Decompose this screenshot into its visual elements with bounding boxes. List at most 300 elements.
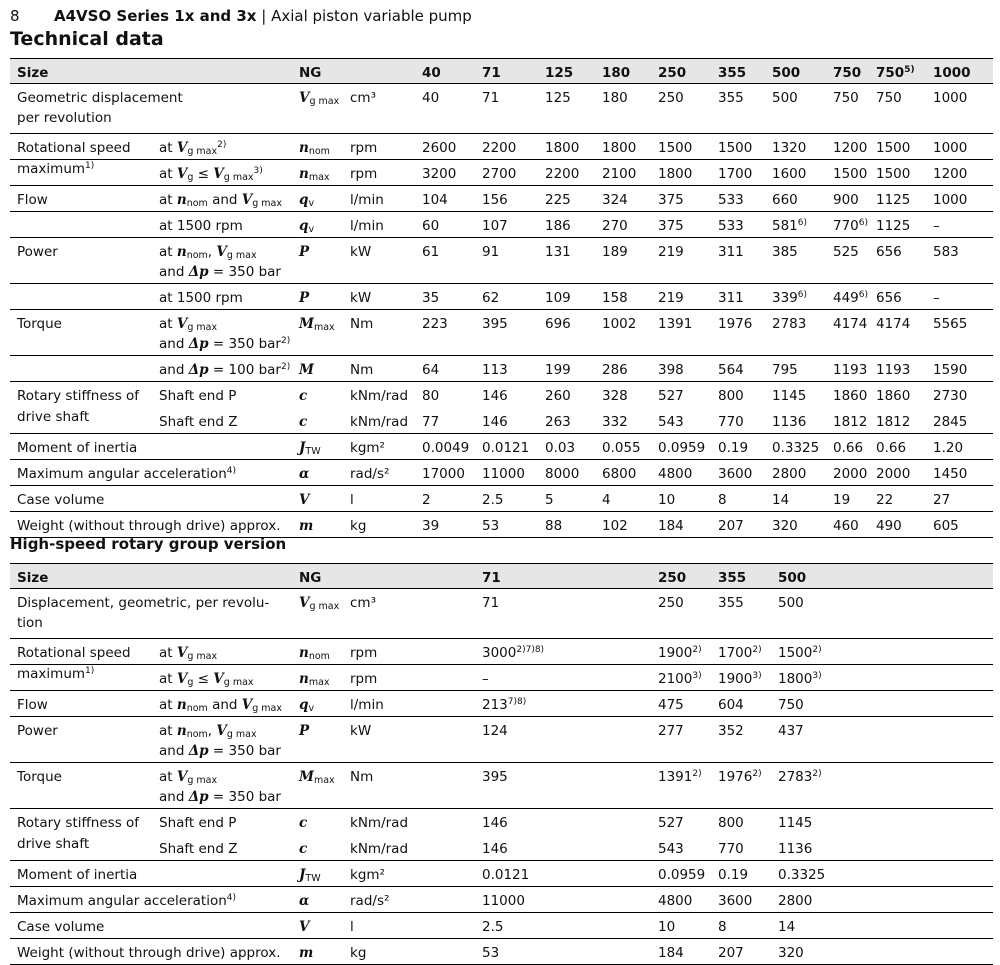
row-unit: cm³ [350, 90, 376, 106]
symbol-subscript: nom [308, 146, 330, 157]
table-row [10, 835, 993, 861]
table-cell: 17000 [422, 466, 465, 482]
table-row [10, 160, 993, 186]
table-cell: 2 [422, 492, 431, 508]
footnote-ref: 6) [797, 290, 808, 300]
column-header: 40 [422, 65, 441, 81]
row-label: tion [17, 615, 43, 631]
table-cell: 158 [602, 290, 628, 306]
table-cell: 19 [833, 492, 851, 508]
table-cell: 1500 [876, 140, 911, 156]
series-name: A4VSO Series 1x and 3x [54, 7, 257, 25]
table-cell: 39 [422, 518, 440, 534]
footnote-ref: 2) [692, 769, 702, 779]
table-cell: 1600 [772, 166, 807, 182]
footnote-ref: 2) [752, 645, 762, 655]
column-header: 250 [658, 570, 687, 586]
running-header [10, 6, 472, 26]
table-cell: 460 [833, 518, 859, 534]
table-cell: 332 [602, 414, 628, 430]
table-cell: 1320 [772, 140, 807, 156]
table-cell: 1800 [658, 166, 693, 182]
table-cell: 1500 [718, 140, 753, 156]
table-cell: 2200 [545, 166, 580, 182]
row-unit: l/min [350, 192, 384, 208]
table-cell: 156 [482, 192, 508, 208]
table-cell: $213^{7)8)}$ [482, 697, 527, 713]
symbol-subscript: g max [226, 729, 257, 740]
row-unit: l [350, 919, 354, 935]
footnote-ref: 4) [226, 466, 237, 476]
table-cell: 2783 [772, 316, 807, 332]
table-cell: 1.20 [933, 440, 964, 456]
row-label: Flow [17, 192, 48, 208]
row-label: Rotational speed [17, 140, 131, 156]
table-cell: 543 [658, 841, 684, 857]
row-unit: kNm/rad [350, 388, 409, 404]
row-unit: rpm [350, 140, 378, 156]
table-cell: 10 [658, 919, 676, 935]
table-cell: 8 [718, 492, 727, 508]
table-cell: 0.66 [833, 440, 864, 456]
table-cell: 750 [876, 90, 902, 106]
table-row [10, 913, 993, 939]
table-cell: 2730 [933, 388, 968, 404]
condition-text: ≤ [193, 166, 214, 182]
table-cell: 14 [778, 919, 796, 935]
condition-text: and [159, 789, 189, 805]
table-cell: 1900$^{2)}$ [658, 645, 702, 661]
table-cell: 1800 [545, 140, 580, 156]
condition-text: and [207, 697, 242, 713]
table-row [10, 665, 993, 691]
table-cell: 124 [482, 723, 508, 739]
symbol-subscript: g max [226, 250, 257, 261]
condition-symbol: $n_{nom}$ [176, 244, 208, 261]
table-cell: 80 [422, 388, 440, 404]
table-cell: 4174 [876, 316, 911, 332]
table-cell: 2800 [778, 893, 813, 909]
table-cell: 64 [422, 362, 440, 378]
table-cell: 40 [422, 90, 440, 106]
row-label: drive shaft [17, 409, 90, 425]
table-cell: 1000 [933, 140, 968, 156]
footnote-ref: 2) [812, 645, 822, 655]
page-number: 8 [10, 7, 20, 25]
table-cell: 14 [772, 492, 790, 508]
table-cell: 0.0959 [658, 440, 706, 456]
symbol-subscript: nom [186, 703, 208, 714]
table-cell: 219 [658, 244, 684, 260]
condition-text: at [159, 166, 177, 182]
symbol-subscript: nom [308, 651, 330, 662]
table-cell: 4800 [658, 893, 693, 909]
table-cell: 1860 [876, 388, 911, 404]
table-cell: 1200 [833, 140, 868, 156]
row-label: Torque [17, 769, 62, 785]
condition-symbol: Δp [188, 362, 209, 378]
table-cell: 1391 [658, 316, 693, 332]
table-cell: 4 [602, 492, 611, 508]
condition-symbol: Δp [188, 336, 209, 352]
table-cell: 800 [718, 388, 744, 404]
table-cell: 2200 [482, 140, 517, 156]
table-cell: 1976 [718, 316, 753, 332]
row-symbol: $n_{max}$ [299, 671, 330, 688]
table-cell: 260 [545, 388, 571, 404]
table-cell: 146 [482, 388, 508, 404]
row-label: Displacement, geometric, per revolu- [17, 595, 270, 611]
table-row [10, 408, 993, 434]
table-cell: 146 [482, 815, 508, 831]
row-label: Maximum angular acceleration$^{4)}$ [17, 893, 237, 909]
row-label: Weight (without through drive) approx. [17, 945, 281, 961]
table-cell: 533 [718, 192, 744, 208]
column-header: 180 [602, 65, 631, 81]
footnote-ref: 2) [752, 769, 762, 779]
table-cell: 0.19 [718, 440, 749, 456]
row-label: per revolution [17, 110, 112, 126]
condition-text: and [207, 192, 242, 208]
technical-data-table [10, 58, 993, 538]
row-label: Geometric displacement [17, 90, 183, 106]
symbol-subscript: g [187, 172, 194, 183]
footnote-ref: 1) [85, 666, 95, 676]
row-condition [159, 190, 282, 214]
row-condition [159, 164, 263, 188]
footnote-ref: 2) [280, 362, 291, 372]
table-cell: 1145 [778, 815, 813, 831]
condition-text: = 350 bar [208, 789, 281, 805]
row-symbol: $q_v$ [299, 192, 315, 209]
table-cell: 27 [933, 492, 951, 508]
table-cell: 564 [718, 362, 744, 378]
row-symbol: c [299, 841, 308, 857]
table-cell: 270 [602, 218, 628, 234]
table-cell: 1500$^{2)}$ [778, 645, 822, 661]
table-cell: 0.19 [718, 867, 749, 883]
row-unit: kW [350, 723, 372, 739]
condition-text: and [159, 264, 189, 280]
footnote-ref: 2) [692, 645, 702, 655]
table-row [10, 212, 993, 238]
table-cell: 385 [772, 244, 798, 260]
column-header: 750$^{5)}$ [876, 65, 915, 81]
symbol-subscript: nom [186, 250, 208, 261]
table-cell: 104 [422, 192, 448, 208]
table-cell: 320 [778, 945, 804, 961]
table-cell: 5 [545, 492, 554, 508]
row-condition [159, 669, 254, 693]
table-cell: 102 [602, 518, 628, 534]
footnote-ref: 4) [226, 893, 237, 903]
condition-text: Shaft end Z [159, 414, 238, 430]
column-header: 500 [778, 570, 807, 586]
row-label: Rotary stiffness of [17, 815, 140, 831]
table-cell: 490 [876, 518, 902, 534]
table-cell: 146 [482, 414, 508, 430]
table-cell: 311 [718, 290, 744, 306]
table-row [10, 691, 993, 717]
symbol-subscript: nom [186, 729, 208, 740]
footnote-ref: 6) [858, 218, 869, 228]
row-condition [159, 138, 226, 162]
table-cell: 320 [772, 518, 798, 534]
condition-text: = 350 bar [208, 743, 281, 759]
table-cell: 109 [545, 290, 571, 306]
table-cell: 311 [718, 244, 744, 260]
row-symbol: P [299, 244, 310, 260]
table-cell: 795 [772, 362, 798, 378]
table-cell: 1900$^{3)}$ [718, 671, 762, 687]
condition-symbol: $V_{g max}$ [213, 671, 254, 688]
footnote-ref: 3) [752, 671, 762, 681]
table-row [10, 238, 993, 284]
table-cell: 583 [933, 244, 959, 260]
table-cell: 2700 [482, 166, 517, 182]
table-cell: 475 [658, 697, 684, 713]
size-label: NG [299, 570, 322, 586]
symbol-subscript: g max [309, 96, 340, 107]
section-title-high-speed: High-speed rotary group version [10, 535, 287, 553]
row-unit: kg [350, 945, 367, 961]
table-row [10, 717, 993, 763]
symbol-subscript: g max [252, 703, 282, 714]
table-cell: 263 [545, 414, 571, 430]
row-unit: kgm² [350, 440, 385, 456]
condition-symbol: $n_{nom}$ [176, 192, 208, 209]
table-cell: 5565 [933, 316, 968, 332]
row-label: Power [17, 723, 58, 739]
row-symbol: $J_{TW}$ [299, 440, 321, 457]
condition-text: Shaft end Z [159, 841, 238, 857]
table-cell: 0.0959 [658, 867, 706, 883]
table-cell: 449$^{6)}$ [833, 290, 869, 306]
table-cell: 1700$^{2)}$ [718, 645, 762, 661]
row-symbol: c [299, 815, 308, 831]
table-cell: 1391$^{2)}$ [658, 769, 702, 785]
row-symbol: $V_{g max}$ [299, 90, 340, 107]
table-cell: 543 [658, 414, 684, 430]
table-cell: 277 [658, 723, 684, 739]
table-row [10, 284, 993, 310]
column-header: 750 [833, 65, 862, 81]
table-cell: 581$^{6)}$ [772, 218, 808, 234]
row-unit: rad/s² [350, 893, 390, 909]
table-cell: 250 [658, 595, 684, 611]
table-cell: 6800 [602, 466, 637, 482]
table-row [10, 639, 993, 665]
table-cell: 11000 [482, 466, 525, 482]
table-cell: 3200 [422, 166, 457, 182]
table-cell: 53 [482, 945, 500, 961]
table-cell: 0.66 [876, 440, 907, 456]
row-condition [159, 643, 217, 667]
footnote-ref: 2) [812, 769, 822, 779]
row-unit: Nm [350, 316, 374, 332]
table-row [10, 486, 993, 512]
condition-symbol: $V_{g max}$ [216, 244, 257, 261]
table-cell: 62 [482, 290, 500, 306]
table-cell: – [482, 671, 489, 687]
symbol-subscript: g max [187, 651, 218, 662]
table-cell: 2.5 [482, 919, 504, 935]
row-symbol: V [299, 919, 310, 935]
symbol-subscript: nom [186, 198, 208, 209]
condition-symbol: Δp [188, 789, 209, 805]
symbol-subscript: g max [187, 322, 218, 333]
row-label: Size [17, 65, 49, 81]
row-symbol: $M_{max}$ [299, 769, 335, 786]
table-cell: 113 [482, 362, 508, 378]
symbol-subscript: v [308, 703, 315, 714]
table-cell: 1125 [876, 192, 911, 208]
table-cell: 604 [718, 697, 744, 713]
row-unit: kNm/rad [350, 841, 409, 857]
table-cell: 131 [545, 244, 571, 260]
table-row [10, 809, 993, 835]
row-label: maximum$^{1)}$ [17, 666, 95, 682]
column-header: 71 [482, 570, 501, 586]
table-cell: 199 [545, 362, 571, 378]
table-cell: 10 [658, 492, 676, 508]
table-row [10, 861, 993, 887]
table-cell: 1860 [833, 388, 868, 404]
row-unit: cm³ [350, 595, 376, 611]
row-condition [159, 360, 290, 380]
footnote-ref: 2)7)8) [516, 645, 545, 655]
table-cell: 71 [482, 90, 500, 106]
condition-text: Shaft end P [159, 815, 237, 831]
footnote-ref: 2) [280, 336, 291, 346]
condition-symbol: $n_{nom}$ [176, 697, 208, 714]
table-cell: – [933, 290, 940, 306]
table-cell: 219 [658, 290, 684, 306]
table-cell: 1812 [876, 414, 911, 430]
row-unit: l/min [350, 697, 384, 713]
row-condition [159, 386, 236, 406]
table-cell: 107 [482, 218, 508, 234]
condition-symbol: $V_{g max}$ [213, 166, 254, 183]
table-cell: 1812 [833, 414, 868, 430]
table-cell: 500 [778, 595, 804, 611]
table-row [10, 589, 993, 639]
symbol-subscript: max [313, 322, 335, 333]
condition-text: and [159, 362, 189, 378]
row-unit: kW [350, 290, 372, 306]
table-cell: 328 [602, 388, 628, 404]
condition-symbol: $V_{g max}$ [241, 697, 282, 714]
table-cell: 225 [545, 192, 571, 208]
table-row [10, 763, 993, 809]
condition-text: = 100 bar [208, 362, 281, 378]
footnote-ref: 3) [692, 671, 702, 681]
footnote-ref: 6) [797, 218, 808, 228]
table-cell: 0.3325 [778, 867, 826, 883]
symbol-subscript: TW [305, 446, 321, 457]
table-cell: 0.055 [602, 440, 641, 456]
table-row [10, 887, 993, 913]
row-symbol: $V_{g max}$ [299, 595, 340, 612]
row-label: Case volume [17, 919, 105, 935]
table-cell: 800 [718, 815, 744, 831]
symbol-subscript: g max [252, 198, 282, 209]
table-row [10, 310, 993, 356]
symbol-subscript: TW [305, 873, 321, 884]
table-cell: 3600 [718, 466, 753, 482]
row-label: drive shaft [17, 836, 90, 852]
condition-text: at 1500 rpm [159, 218, 243, 234]
table-cell: 61 [422, 244, 440, 260]
table-cell: 223 [422, 316, 448, 332]
footnote-ref: 3) [812, 671, 822, 681]
table-cell: 2800 [772, 466, 807, 482]
table-cell: 180 [602, 90, 628, 106]
table-cell: 500 [772, 90, 798, 106]
condition-symbol: $V_{g max}$ [176, 140, 218, 157]
condition-symbol: $n_{nom}$ [176, 723, 208, 740]
table-row [10, 134, 993, 160]
column-header: 355 [718, 570, 747, 586]
condition-symbol: Δp [188, 264, 209, 280]
row-symbol: $n_{max}$ [299, 166, 330, 183]
table-cell: – [933, 218, 940, 234]
symbol-subscript: g max [223, 172, 254, 183]
table-header-row [10, 564, 993, 589]
table-cell: 1500 [833, 166, 868, 182]
row-symbol: P [299, 723, 310, 739]
condition-symbol: $V_{g max}$ [176, 645, 218, 662]
condition-text: at 1500 rpm [159, 290, 243, 306]
table-cell: 656 [876, 290, 902, 306]
table-cell: 88 [545, 518, 563, 534]
table-cell: 184 [658, 518, 684, 534]
table-cell: 1193 [833, 362, 868, 378]
table-cell: 8000 [545, 466, 580, 482]
table-cell: 207 [718, 518, 744, 534]
condition-symbol: Δp [188, 743, 209, 759]
table-cell: 0.03 [545, 440, 576, 456]
row-unit: rpm [350, 166, 378, 182]
row-symbol: $J_{TW}$ [299, 867, 321, 884]
row-label: Moment of inertia [17, 867, 138, 883]
row-label: Rotational speed [17, 645, 131, 661]
table-cell: 750 [833, 90, 859, 106]
table-cell: 1136 [778, 841, 813, 857]
section-title-technical-data: Technical data [10, 28, 164, 50]
table-cell: 2845 [933, 414, 968, 430]
table-cell: 1000 [933, 192, 968, 208]
row-label: maximum$^{1)}$ [17, 161, 95, 177]
condition-symbol: $V_g$ [176, 671, 194, 688]
table-cell: 527 [658, 815, 684, 831]
column-header: 71 [482, 65, 501, 81]
table-cell: 355 [718, 595, 744, 611]
table-row [10, 356, 993, 382]
table-row [10, 382, 993, 408]
footnote-ref: 2) [217, 140, 227, 150]
row-unit: rpm [350, 645, 378, 661]
symbol-subscript: max [308, 677, 330, 688]
table-cell: 53 [482, 518, 500, 534]
condition-text: at [159, 723, 177, 739]
table-cell: 1136 [772, 414, 807, 430]
row-symbol: $n_{nom}$ [299, 140, 330, 157]
table-cell: 605 [933, 518, 959, 534]
symbol-subscript: max [313, 775, 335, 786]
condition-text: ≤ [193, 671, 214, 687]
footnote-ref: 3) [253, 166, 263, 176]
